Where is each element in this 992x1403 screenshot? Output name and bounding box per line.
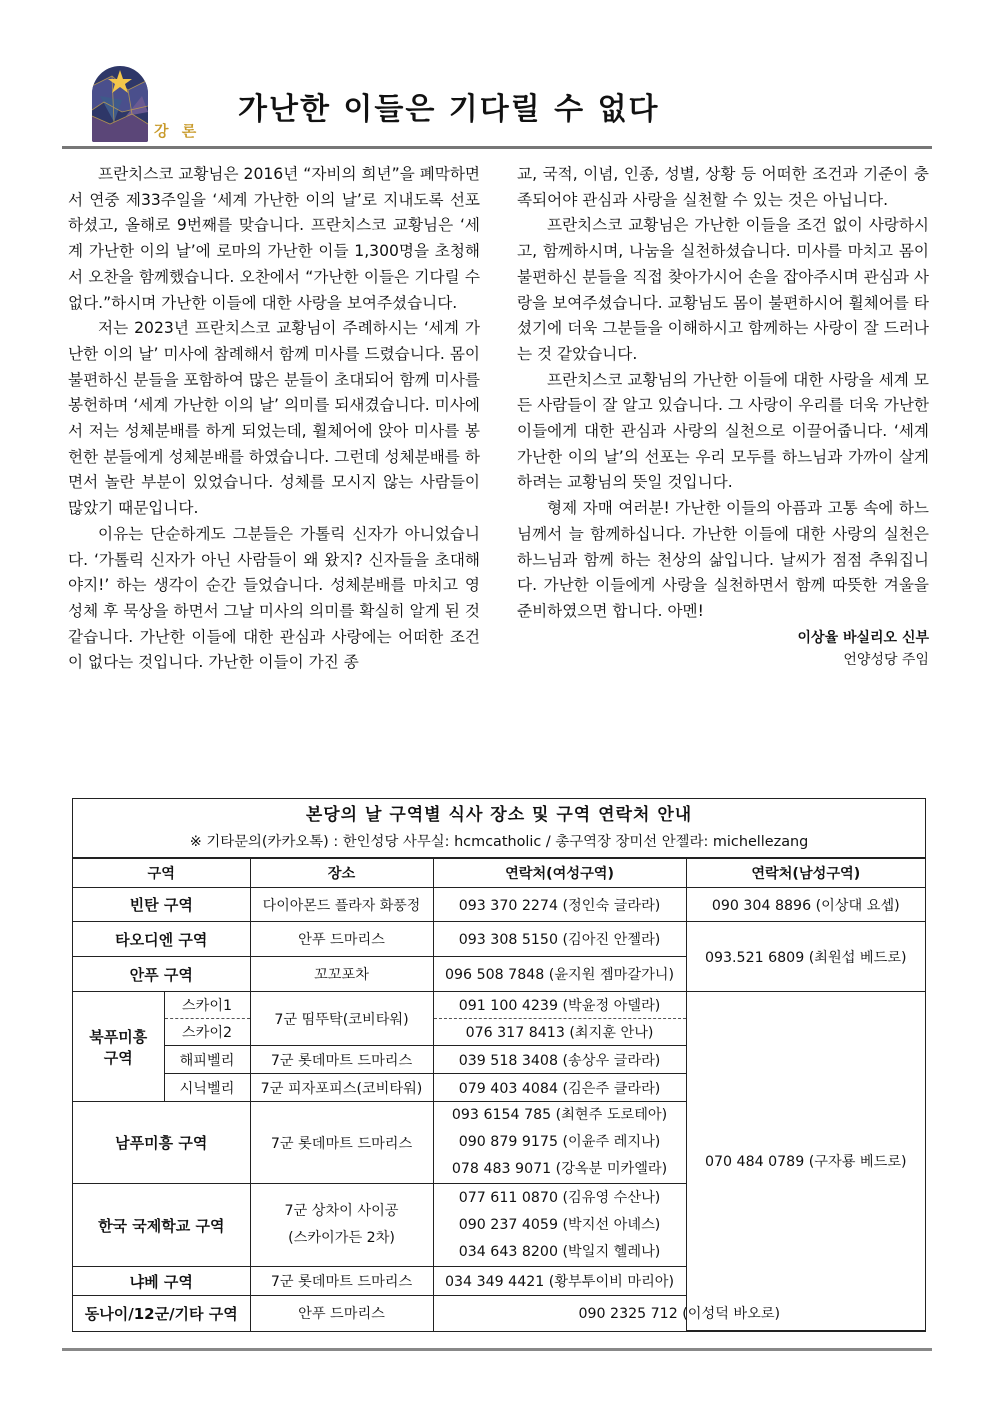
- table-header-row: [73, 859, 925, 888]
- header-divider: [62, 146, 932, 149]
- place-cell: 7군 띰뚜탁(코비타워): [250, 992, 433, 1046]
- subzone-cell: 시닉벨리: [164, 1074, 250, 1102]
- women-contact-cell: 039 518 3408 (송상우 글라라): [433, 1046, 686, 1074]
- stained-glass-icon: [92, 66, 148, 142]
- col-header: 구역: [73, 859, 250, 888]
- table-title: 본당의 날 구역별 식사 장소 및 구역 연락처 안내: [305, 805, 693, 825]
- subzone-cell: 스카이2: [164, 1019, 250, 1046]
- place-cell: 7군 롯데마트 드마리스: [250, 1046, 433, 1074]
- place-cell: 7군 롯데마트 드마리스: [250, 1102, 433, 1184]
- subzone-cell: 해피벨리: [164, 1046, 250, 1074]
- table-row: [73, 888, 925, 922]
- zone-cell: 동나이/12군/기타 구역: [73, 1296, 250, 1331]
- col-header: 연락처(남성구역): [686, 859, 925, 888]
- zone-table: [73, 858, 925, 1331]
- section-label: 강 론: [154, 122, 201, 140]
- homily-paragraph: 프란치스코 교황님은 가난한 이들을 조건 없이 사랑하시고, 함께하시며, 나눔을 실천하셨습니다. 미사를 마치고 몸이 불편하신 분들을 직접 찾아가시어 손을 잡아주시며 관심과 사랑을 보여주셨습니다. 교황님도 몸이 불편하시어 휠체어를 타셨기에 더욱 그분들을 이해하시고 함께하는 사랑이 잘 드러나는 것 같았습니다.: [517, 216, 929, 363]
- zone-cell: 타오디엔 구역: [73, 922, 250, 957]
- homily-paragraph: 저는 2023년 프란치스코 교황님이 주례하시는 ‘세계 가난한 이의 날’ 미사에 참례해서 함께 미사를 드렸습니다. 몸이 불편하신 분들을 포함하여 많은 분들이 초대되어 함께 미사를 봉헌하며 ‘세계 가난한 이의 날’ 의미를 되새겼습니다. 미사에서 저는 성체분배를 하게 되었는데, 휠체어에 앉아 미사를 봉헌한 분들에게 성체분배를 하였습니다. 그런데 성체분배를 하면서 놀란 부분이 있었습니다. 성체를 모시지 않는 사람들이 많았기 때문입니다.: [68, 319, 480, 518]
- place-cell: 꼬꼬포차: [250, 957, 433, 992]
- homily-paragraph: 이유는 단순하게도 그분들은 가톨릭 신자가 아니었습니다. ‘가톨릭 신자가 아닌 사람들이 왜 왔지? 신자들을 초대해야지!’ 하는 생각이 순간 들었습니다. 성체분배를 마치고 영성체 후 묵상을 하면서 그날 미사의 의미를 확실히 알게 된 것 같습니다. 가난한 이들에 대한 관심과 사랑에는 어떠한 조건이 없다는 것입니다. 가난한 이들이 가진 종: [68, 524, 480, 672]
- women-contact-cell: [433, 1184, 686, 1267]
- homily-paragraph: 프란치스코 교황님은 2016년 “자비의 희년”을 폐막하면서 연중 제33주일을 ‘세계 가난한 이의 날’로 지내도록 선포하셨고, 올해로 9번째를 맞습니다. 프란치스코 교황님은 ‘세계 가난한 이의 날’에 로마의 가난한 이들 1,300명을 초청해서 오찬을 함께했습니다. 오찬에서 “가난한 이들은 기다릴 수 없다.”하시며 가난한 이들에 대한 사랑을 보여주셨습니다.: [68, 165, 480, 312]
- zone-cell: 남푸미흥 구역: [73, 1102, 250, 1184]
- place-line: 7군 상차이 사이공: [284, 1203, 399, 1219]
- women-contact-cell: 034 349 4421 (황부투이비 마리아): [433, 1267, 686, 1296]
- women-contact-cell: 093 308 5150 (김아진 안젤라): [433, 922, 686, 957]
- men-contact-cell: 093.521 6809 (최원섭 베드로): [686, 922, 925, 992]
- contact-line: 090 879 9175 (이윤주 레지나): [458, 1134, 661, 1150]
- women-contact-cell: 093 370 2274 (정인숙 글라라): [433, 888, 686, 922]
- zone-cell: 안푸 구역: [73, 957, 250, 992]
- place-cell: 7군 피자포피스(코비타워): [250, 1074, 433, 1102]
- women-contact-cell: 079 403 4084 (김은주 클라라): [433, 1074, 686, 1102]
- women-contact-cell: 076 317 8413 (최지훈 안나): [433, 1019, 686, 1046]
- subzone-cell: 스카이1: [164, 992, 250, 1019]
- page-title: 가난한 이들은 기다릴 수 없다: [238, 92, 660, 127]
- church-window-logo: [92, 66, 148, 142]
- women-contact-cell: 091 100 4239 (박윤정 아델라): [433, 992, 686, 1019]
- zone-cell: 냐베 구역: [73, 1267, 250, 1296]
- women-contact-cell: [433, 1102, 686, 1184]
- homily-paragraph: 프란치스코 교황님의 가난한 이들에 대한 사랑을 세계 모든 사람들이 잘 알고 있습니다. 그 사랑이 우리를 더욱 가난한 이들에게 대한 관심과 사랑의 실천으로 이끌어줍니다. ‘세계 가난한 이의 날’의 선포는 우리 모두를 하느님과 가까이 살게 하려는 교황님의 뜻일 것입니다.: [517, 370, 929, 492]
- footer-divider: [62, 1348, 932, 1351]
- contact-line: 093 6154 785 (최현주 도로테아): [451, 1107, 668, 1123]
- signature: [517, 627, 929, 671]
- contact-line: 078 483 9071 (강옥분 미카엘라): [451, 1161, 668, 1177]
- contact-line: 077 611 0870 (김유영 수산나): [458, 1189, 661, 1206]
- table-row: [73, 922, 925, 957]
- col-header: 장소: [250, 859, 433, 888]
- homily-paragraph-continued: 교, 국적, 이념, 인종, 성별, 상황 등 어떠한 조건과 기준이 충족되어야 관심과 사랑을 실천할 수 있는 것은 아닙니다.: [517, 165, 929, 209]
- zone-info-table: [72, 798, 926, 1332]
- table-row: [73, 992, 925, 1019]
- contact-line: 034 643 8200 (박일지 헬레나): [458, 1243, 661, 1260]
- contact-cell: 090 2325 712 (이성덕 바오로): [433, 1296, 925, 1331]
- place-cell: 7군 롯데마트 드마리스: [250, 1267, 433, 1296]
- priest-name: 이상율 바실리오 신부: [797, 629, 929, 646]
- place-cell: 안푸 드마리스: [250, 922, 433, 957]
- zone-cell: 북푸미흥 구역: [73, 992, 164, 1102]
- men-contact-cell: 070 484 0789 (구자룡 베드로): [686, 992, 925, 1331]
- priest-role: 언양성당 주임: [843, 651, 929, 668]
- homily-left-column: [68, 162, 480, 676]
- contact-line: 090 237 4059 (박지선 아녜스): [458, 1216, 661, 1233]
- zone-cell: 빈탄 구역: [73, 888, 250, 922]
- women-contact-cell: 096 508 7848 (윤지원 젬마갈가니): [433, 957, 686, 992]
- men-contact-cell: 090 304 8896 (이상대 요셉): [686, 888, 925, 922]
- homily-paragraph: 형제 자매 여러분! 가난한 이들의 아픔과 고통 속에 하느님께서 늘 함께하십니다. 가난한 이들에 대한 사랑의 실천은 하느님과 함께 하는 천상의 삶입니다. 날씨가 점점 추워집니다. 가난한 이들에게 사랑을 실천하면서 함께 따뜻한 겨울을 준비하였으면 합니다. 아멘!: [517, 499, 929, 620]
- homily-right-column: [517, 162, 929, 671]
- table-row: [73, 1296, 925, 1331]
- place-cell: 안푸 드마리스: [250, 1296, 433, 1331]
- place-line: (스카이가든 2차): [288, 1230, 395, 1246]
- place-cell: [250, 1184, 433, 1267]
- zone-cell: 한국 국제학교 구역: [73, 1184, 250, 1267]
- col-header: 연락처(여성구역): [433, 859, 686, 888]
- table-note: ※ 기타문의(카카오톡) : 한인성당 사무실: hcmcatholic / 총구역장 장미선 안젤라: michellezang: [73, 829, 925, 858]
- place-cell: 다이아몬드 플라자 화풍정: [250, 888, 433, 922]
